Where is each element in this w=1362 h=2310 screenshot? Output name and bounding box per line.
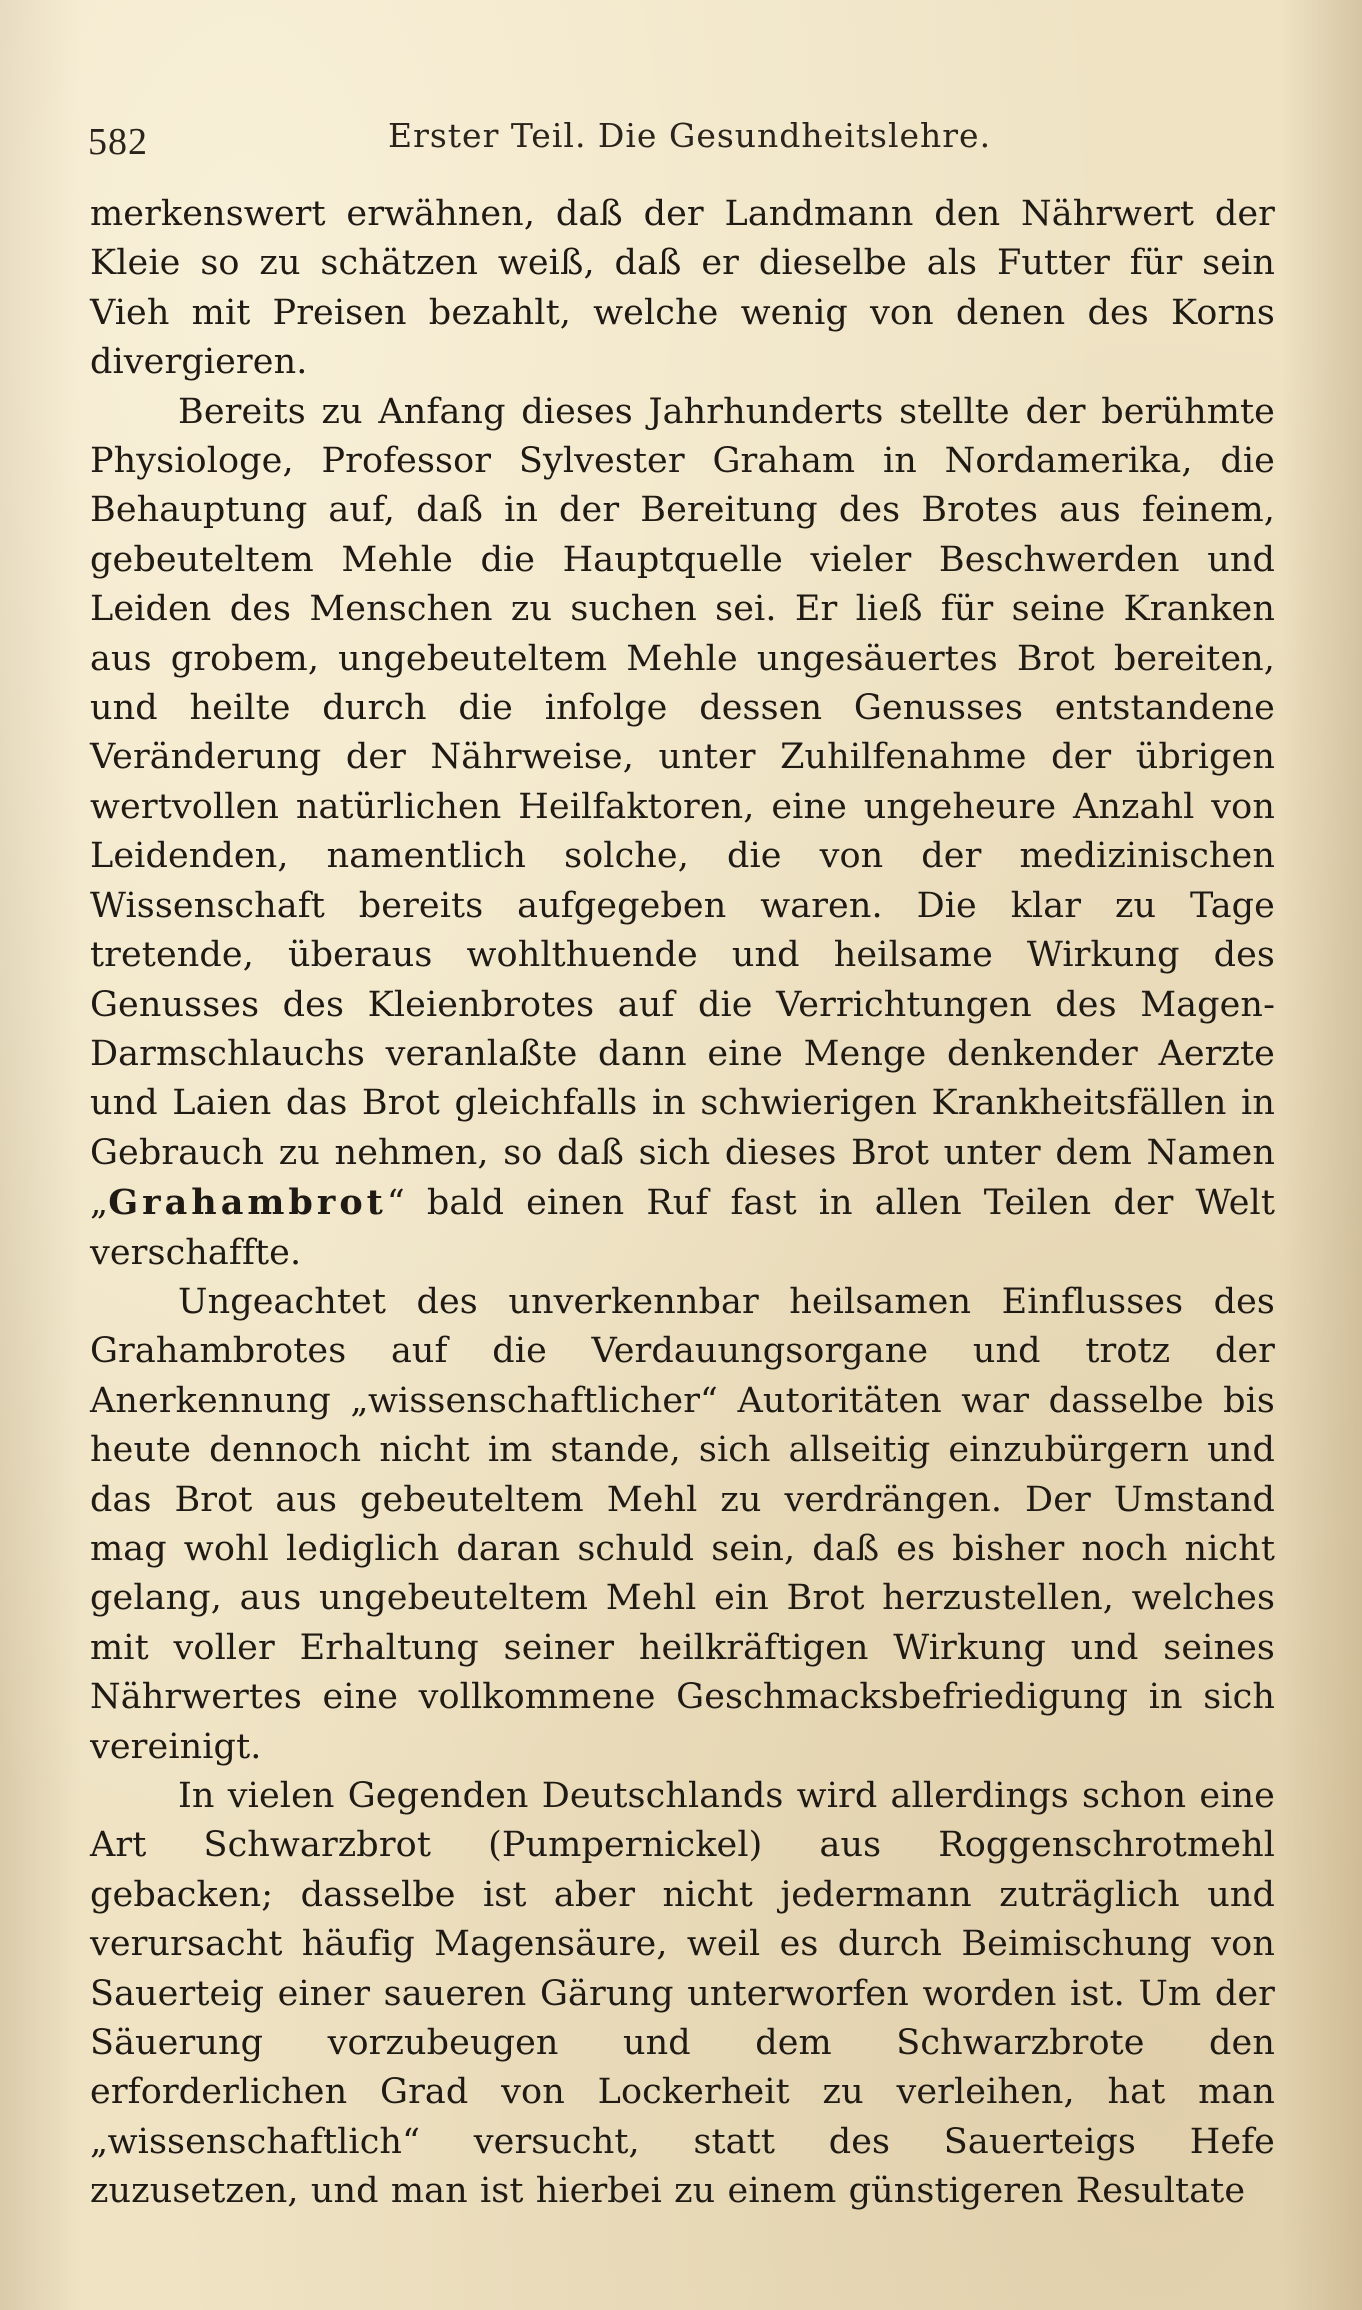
page-header: [88, 110, 1288, 170]
running-head: Erster Teil. Die Gesundheitslehre.: [388, 116, 992, 155]
body-text: [90, 190, 1275, 2217]
paragraph-3: Ungeachtet des unverkennbar heilsamen Einflusses des Grahambrotes auf die Verdauungsorgane und trotz der Anerkennung „wissenschaftlicher“ Autoritäten war dasselbe bis heute dennoch nicht im stande, sich allseitig einzubürgern und das Brot aus gebeuteltem Mehl zu verdrängen. Der Umstand mag wohl lediglich daran schuld sein, daß es bisher noch nicht gelang, aus ungebeuteltem Mehl ein Brot herzustellen, welches mit voller Erhaltung seiner heilkräftigen Wirkung und seines Nährwertes eine vollkommene Geschmacksbefriedigung in sich vereinigt.: [90, 1281, 1275, 1767]
paragraph-2: [90, 388, 1275, 1278]
paragraph-4: In vielen Gegenden Deutschlands wird allerdings schon eine Art Schwarzbrot (Pumpernickel) aus Roggenschrotmehl gebacken; dasselbe ist aber nicht jedermann zuträglich und verursacht häufig Magensäure, weil es durch Beimischung von Sauerteig einer saueren Gärung unterworfen worden ist. Um der Säuerung vorzubeugen und dem Schwarzbrote den erforderlichen Grad von Lockerheit zu verleihen, hat man „wissenschaftlich“ versucht, statt des Sauerteigs Hefe zuzusetzen, und man ist hierbei zu einem günstigeren Resultate: [90, 1776, 1275, 2212]
emphasized-term: Grahambrot: [108, 1182, 387, 1224]
paragraph-2-text-before: Bereits zu Anfang dieses Jahrhunderts stellte der berühmte Physiologe, Professor Sylvester Graham in Nordamerika, die Behauptung auf, daß in der Bereitung des Brotes aus feinem, gebeuteltem Mehle die Hauptquelle vieler Beschwerden und Leiden des Menschen zu suchen sei. Er ließ für seine Kranken aus grobem, ungebeuteltem Mehle ungesäuertes Brot bereiten, und heilte durch die infolge dessen Genusses entstandene Veränderung der Nährweise, unter Zuhilfenahme der übrigen wertvollen natürlichen Heilfaktoren, eine ungeheure Anzahl von Leidenden, namentlich solche, die von der medizinischen Wissenschaft bereits aufgegeben waren. Die klar zu Tage tretende, überaus wohlthuende und heilsame Wirkung des Genusses des Kleienbrotes auf die Verrichtungen des Magen-Darmschlauchs veranlaßte dann eine Menge denkender Aerzte und Laien das Brot gleichfalls in schwierigen Krankheitsfällen in Gebrauch zu nehmen, so daß sich dieses Brot unter dem Namen „: [90, 391, 1275, 1224]
page-number: 582: [88, 121, 148, 163]
paragraph-1: merkenswert erwähnen, daß der Landmann den Nährwert der Kleie so zu schätzen weiß, daß er dieselbe als Futter für sein Vieh mit Preisen bezahlt, welche wenig von denen des Korns divergieren.: [90, 194, 1275, 383]
paragraph-2-text-after: “ bald einen Ruf fast in allen Teilen der Welt verschaffte.: [90, 1183, 1275, 1273]
